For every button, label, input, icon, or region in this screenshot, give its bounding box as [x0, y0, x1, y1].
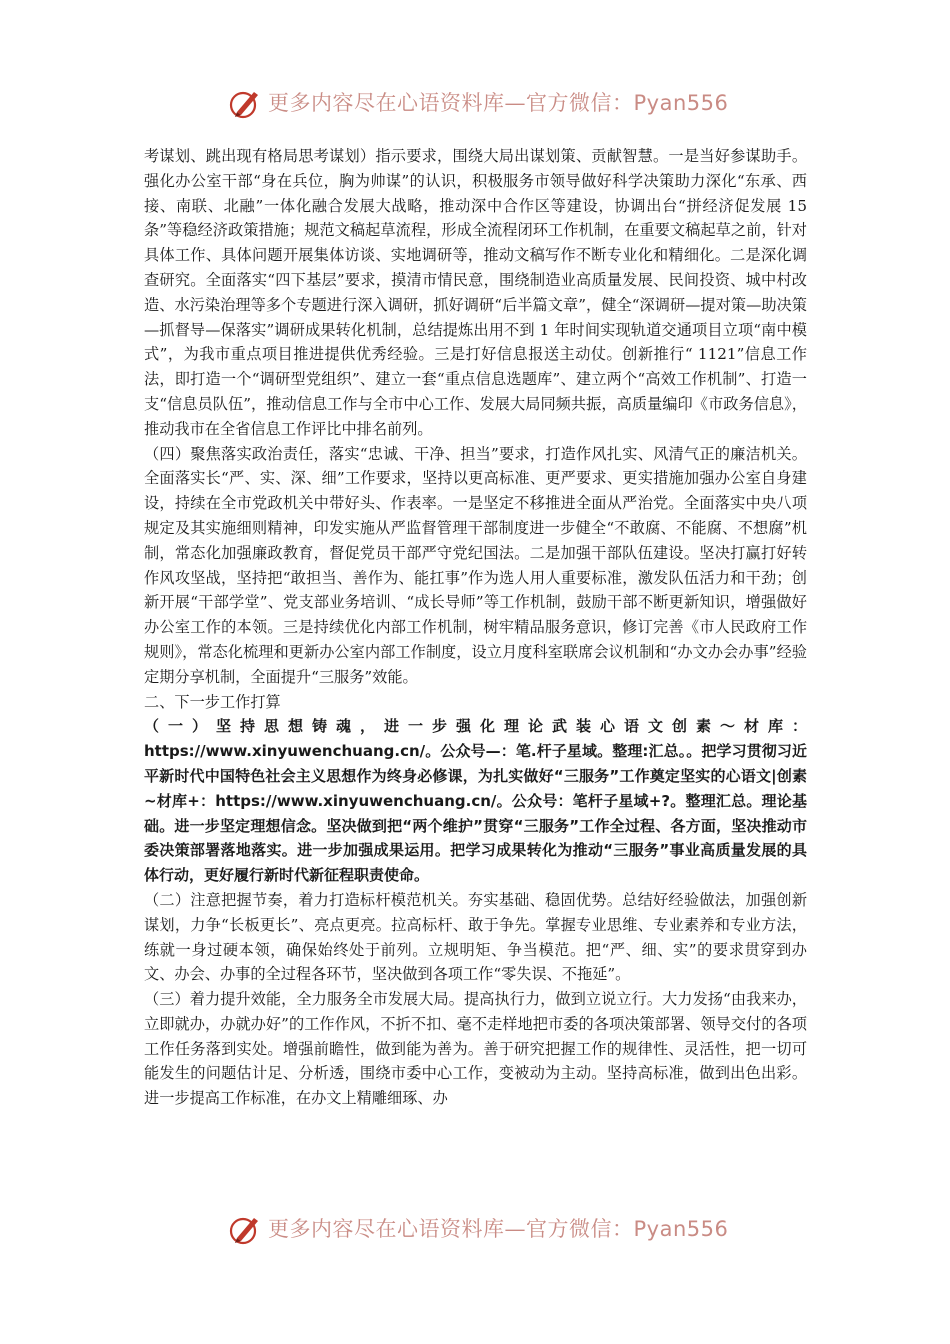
pen-logo-icon	[228, 1212, 262, 1246]
paragraph-4: （三）着力提升效能，全力服务全市发展大局。提高执行力，做到立说立行。大力发扬“由我来办，立即就办，办就办好”的工作作风，不折不扣、毫不走样地把市委的各项决策部署、领导交付的各项工作任务落到实处。增强前瞻性，做到能为善为。善于研究把握工作的规律性、灵活性，把一切可能发生的问题估计足、分析透，围绕市委中心工作，变被动为主动。坚持高标准，做到出色出彩。进一步提高工作标准，在办文上精雕细琢、办	[144, 990, 807, 1108]
banner-text: 更多内容尽在心语资料库—官方微信：Pyan556	[268, 1217, 729, 1241]
paragraph-3: （二）注意把握节奏，着力打造标杆模范机关。夯实基础、稳固优势。总结好经验做法，加强创新谋划，力争“长板更长”、亮点更亮。拉高标杆、敢于争先。掌握专业思维、专业素养和专业方法，练就一身过硬本领，确保始终处于前列。立规明矩、争当模范。把“严、细、实”的要求贯穿到办文、办会、办事的全过程各环节，坚决做到各项工作“零失误、不拖延”。	[144, 890, 807, 984]
paragraph-bold-theory: （一）坚持思想铸魂，进一步强化理论武装心语文创素～材库：https://www.xinyuwenchuang.cn/。公众号—：笔.杆子星域。整理:汇总。。把学习贯彻习近平新时代中国特色社会主义思想作为终身必修课，为扎实做好“三服务”工作奠定坚实的心语文|创素~材库+：https://www.xinyuwenchuang.cn/。公众号：笔杆子星域+?。整理汇总。理论基础。进一步坚定理想信念。坚决做到把“两个维护”贯穿“三服务”工作全过程、各方面，坚决推动市委决策部署落地落实。进一步加强成果运用。把学习成果转化为推动“三服务”事业高质量发展的具体行动，更好履行新时代新征程职责使命。	[144, 717, 807, 885]
header-watermark-banner	[0, 84, 950, 124]
banner-text: 更多内容尽在心语资料库—官方微信：Pyan556	[268, 91, 729, 115]
section-heading-next-steps: 二、下一步工作打算	[144, 692, 281, 711]
pen-logo-icon	[228, 86, 262, 120]
wechat-id: Pyan556	[633, 91, 729, 115]
footer-watermark-banner	[0, 1210, 950, 1250]
document-body	[144, 144, 807, 1111]
paragraph-1: 考谋划、跳出现有格局思考谋划）指示要求，围绕大局出谋划策、贡献智慧。一是当好参谋助手。强化办公室干部“身在兵位，胸为帅谋”的认识，积极服务市领导做好科学决策助力深化“东承、西接、南联、北融”一体化融合发展大战略，推动深中合作区等建设，协调出台“拼经济促发展 15 条”等稳经济政策措施；规范文稿起草流程，形成全流程闭环工作机制，在重要文稿起草之前，针对具体工作、具体问题开展集体访谈、实地调研等，推动文稿写作不断专业化和精细化。二是深化调查研究。全面落实“四下基层”要求，摸清市情民意，围绕制造业高质量发展、民间投资、城中村改造、水污染治理等多个专题进行深入调研，抓好调研“后半篇文章”，健全“深调研—提对策—助决策—抓督导—保落实”调研成果转化机制，总结提炼出用不到 1 年时间实现轨道交通项目立项“南中模式”，为我市重点项目推进提供优秀经验。三是打好信息报送主动仗。创新推行“ 1121”信息工作法，即打造一个“调研型党组织”、建立一套“重点信息选题库”、建立两个“高效工作机制”、打造一支“信息员队伍”，推动信息工作与全市中心工作、发展大局同频共振，高质量编印《市政务信息》，推动我市在全省信息工作评比中排名前列。	[144, 147, 807, 438]
wechat-id: Pyan556	[633, 1217, 729, 1241]
paragraph-2: （四）聚焦落实政治责任，落实“忠诚、干净、担当”要求，打造作风扎实、风清气正的廉洁机关。全面落实长“严、实、深、细”工作要求，坚持以更高标准、更严要求、更实措施加强办公室自身建设，持续在全市党政机关中带好头、作表率。一是坚定不移推进全面从严治党。全面落实中央八项规定及其实施细则精神，印发实施从严监督管理干部制度进一步健全“不敢腐、不能腐、不想腐”机制，常态化加强廉政教育，督促党员干部严守党纪国法。二是加强干部队伍建设。坚决打赢打好转作风攻坚战，坚持把“敢担当、善作为、能扛事”作为选人用人重要标准，激发队伍活力和干劲；创新开展“干部学堂”、党支部业务培训、“成长导师”等工作机制，鼓励干部不断更新知识，增强做好办公室工作的本领。三是持续优化内部工作机制，树牢精品服务意识，修订完善《市人民政府工作规则》，常态化梳理和更新办公室内部工作制度，设立月度科室联席会议机制和“办文办会办事”经验定期分享机制，全面提升“三服务”效能。	[144, 444, 807, 686]
